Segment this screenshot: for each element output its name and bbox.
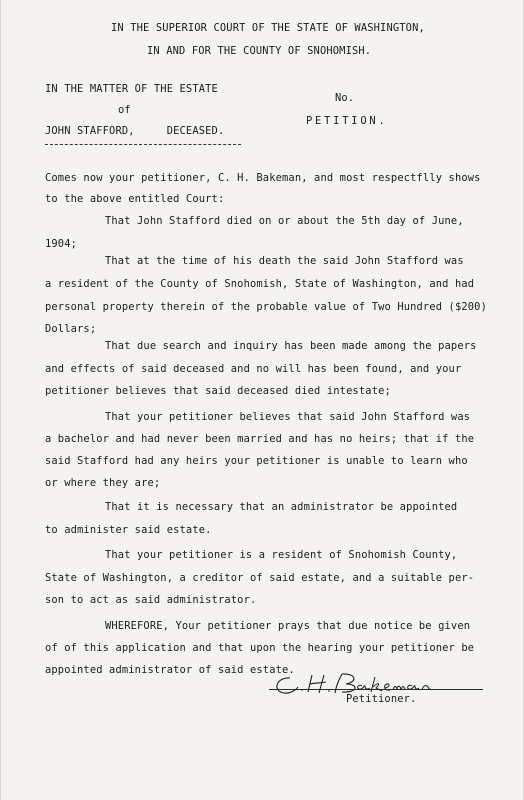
petitioner-label: Petitioner. xyxy=(346,693,417,705)
body-line: That your petitioner is a resident of Snohomish County, xyxy=(105,549,458,561)
body-line: That your petitioner believes that said John Stafford was xyxy=(105,411,471,423)
court-heading-line-1: IN THE SUPERIOR COURT OF THE STATE OF WASHINGTON, xyxy=(111,22,425,34)
matter-caption-line-3: JOHN STAFFORD, DECEASED. xyxy=(45,125,225,137)
body-line: and effects of said deceased and no will has been found, and your xyxy=(45,363,462,375)
body-line: That John Stafford died on or about the 5th day of June, xyxy=(105,215,464,227)
body-line: appointed administrator of said estate. xyxy=(45,664,295,676)
body-line: to the above entitled Court: xyxy=(45,193,225,205)
body-line: to administer said estate. xyxy=(45,524,212,536)
body-line: personal property therein of the probable value of Two Hundred ($200) xyxy=(45,301,487,313)
court-heading-line-2: IN AND FOR THE COUNTY OF SNOHOMISH. xyxy=(147,45,372,57)
body-line: That it is necessary that an administrator be appointed xyxy=(105,501,458,513)
matter-caption-line-1: IN THE MATTER OF THE ESTATE xyxy=(45,83,218,95)
document-title: PETITION. xyxy=(306,115,388,127)
body-line: son to act as said administrator. xyxy=(45,594,257,606)
body-line: a resident of the County of Snohomish, State of Washington, and had xyxy=(45,278,475,290)
body-line: 1904; xyxy=(45,238,78,250)
body-line: of of this application and that upon the hearing your petitioner be xyxy=(45,642,475,654)
signature-line xyxy=(269,689,483,690)
body-line: That at the time of his death the said John Stafford was xyxy=(105,255,464,267)
matter-caption-line-2: of xyxy=(118,104,131,116)
body-line: Comes now your petitioner, C. H. Bakeman, and most respectflly shows xyxy=(45,172,481,184)
body-line: WHEREFORE, Your petitioner prays that due notice be given xyxy=(105,620,471,632)
caption-divider xyxy=(45,144,241,145)
body-line: petitioner believes that said deceased died intestate; xyxy=(45,385,391,397)
body-line: a bachelor and had never been married and has no heirs; that if the xyxy=(45,433,475,445)
case-number-label: No. xyxy=(335,92,355,104)
body-line: or where they are; xyxy=(45,477,161,489)
body-line: said Stafford had any heirs your petitioner is unable to learn who xyxy=(45,455,468,467)
body-line: State of Washington, a creditor of said estate, and a suitable per- xyxy=(45,572,475,584)
body-line: Dollars; xyxy=(45,323,97,335)
body-line: That due search and inquiry has been made among the papers xyxy=(105,340,477,352)
